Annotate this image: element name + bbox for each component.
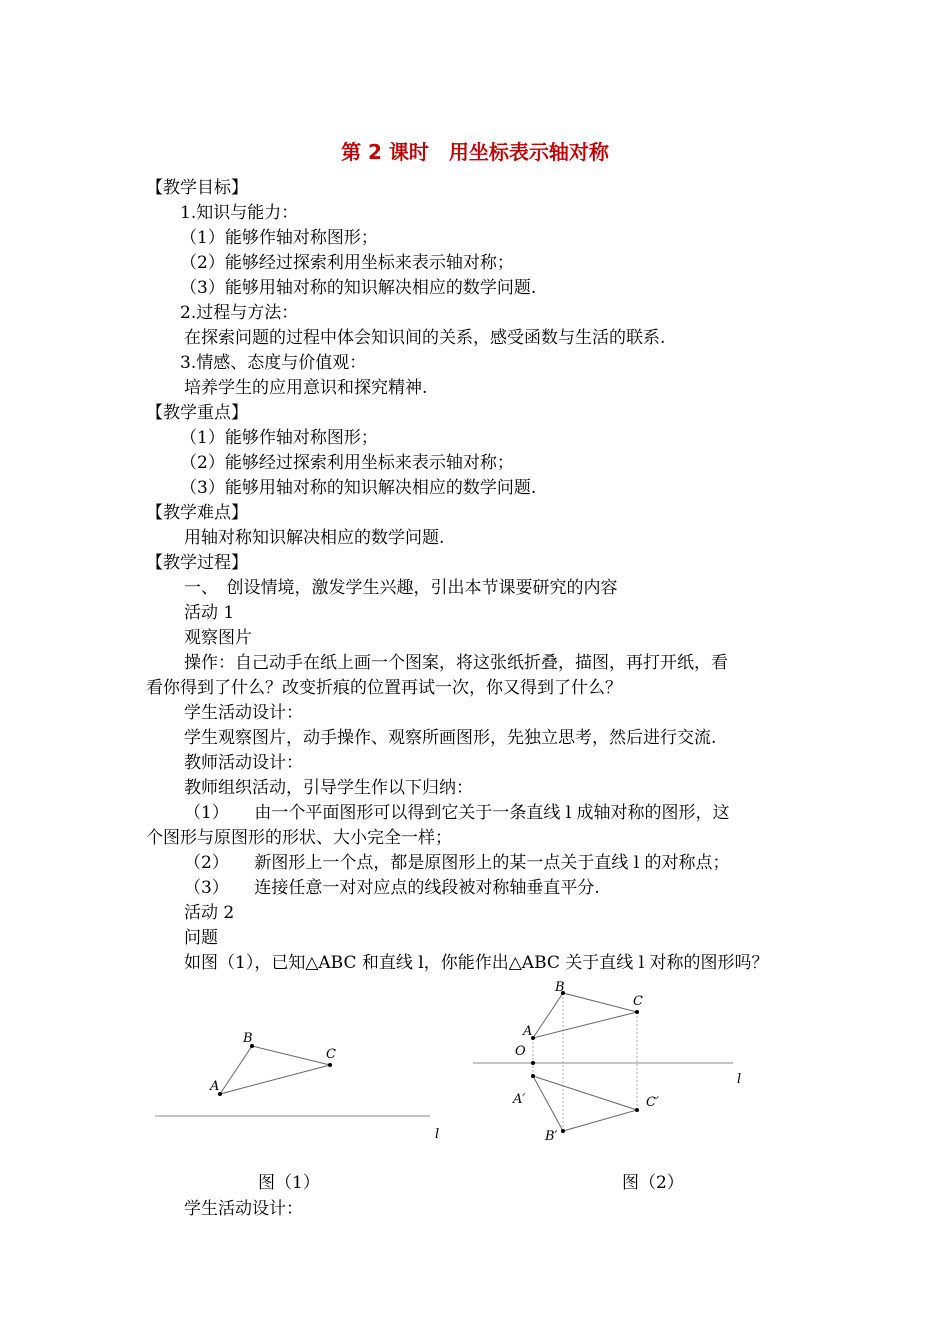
- label-l: l: [435, 1127, 440, 1142]
- point-1-line-1: （1） 由一个平面图形可以得到它关于一条直线 l 成轴对称的图形，这: [184, 803, 730, 823]
- point-1-line-2: 个图形与原图形的形状、大小完全一样；: [146, 828, 452, 848]
- label-o: O: [515, 1044, 526, 1059]
- figure-1-caption: 图（1）: [258, 1173, 320, 1193]
- objective-2: 2.过程与方法：: [180, 303, 299, 323]
- activity-1: 活动 1: [184, 603, 235, 623]
- operation-line-1: 操作：自己动手在纸上画一个图案，将这张纸折叠，描图，再打开纸，看: [184, 653, 728, 673]
- label-b: B: [555, 980, 565, 995]
- page-title: 第 2 课时 用坐标表示轴对称: [341, 140, 609, 164]
- activity-2: 活动 2: [184, 903, 235, 923]
- label-a: A: [523, 1024, 533, 1039]
- label-c: C: [326, 1047, 336, 1062]
- student-design-2: 学生活动设计：: [184, 1199, 303, 1219]
- label-c: C: [633, 994, 643, 1009]
- observe-label: 观察图片: [184, 628, 252, 648]
- triangle-abc: [220, 1046, 330, 1094]
- point-c1: [635, 1108, 639, 1112]
- point-3: （3） 连接任意一对对应点的线段被对称轴垂直平分.: [184, 878, 600, 898]
- key-point-b: （2）能够经过探索利用坐标来表示轴对称；: [180, 453, 514, 473]
- objective-1c: （3）能够用轴对称的知识解决相应的数学问题.: [180, 278, 537, 298]
- objective-3-text: 培养学生的应用意识和探究精神.: [184, 378, 428, 398]
- label-b1: B′: [545, 1129, 558, 1144]
- objective-1: 1.知识与能力：: [180, 203, 299, 223]
- label-c1: C′: [646, 1095, 659, 1110]
- student-text: 学生观察图片，动手操作、观察所画图形，先独立思考，然后进行交流.: [184, 728, 717, 748]
- objective-3: 3.情感、态度与价值观：: [180, 353, 367, 373]
- point-c: [635, 1010, 639, 1014]
- point-c: [328, 1063, 332, 1067]
- label-b: B: [243, 1031, 253, 1046]
- key-points-heading: 【教学重点】: [146, 403, 248, 423]
- objective-2-text: 在探索问题的过程中体会知识间的关系，感受函数与生活的联系.: [184, 328, 666, 348]
- figure-2-caption: 图（2）: [622, 1173, 684, 1193]
- point-a1: [531, 1074, 535, 1078]
- teacher-text: 教师组织活动，引导学生作以下归纳：: [184, 778, 473, 798]
- student-design: 学生活动设计：: [184, 703, 303, 723]
- section-1: 一、 创设情境，激发学生兴趣，引出本节课要研究的内容: [184, 578, 618, 598]
- difficulty-text: 用轴对称知识解决相应的数学问题.: [184, 528, 445, 548]
- label-a: A: [210, 1079, 220, 1094]
- difficulty-heading: 【教学难点】: [146, 503, 248, 523]
- objectives-heading: 【教学目标】: [146, 178, 248, 198]
- point-o: [531, 1061, 535, 1065]
- objective-1b: （2）能够经过探索利用坐标来表示轴对称；: [180, 253, 514, 273]
- teacher-design: 教师活动设计：: [184, 753, 303, 773]
- triangle-a1b1c1: [533, 1076, 637, 1131]
- point-b1: [561, 1129, 565, 1133]
- question-label: 问题: [184, 928, 218, 948]
- key-point-c: （3）能够用轴对称的知识解决相应的数学问题.: [180, 478, 537, 498]
- question-text: 如图（1），已知△ABC 和直线 l，你能作出△ABC 关于直线 l 对称的图形吗？: [184, 953, 769, 973]
- figure-1: [140, 1020, 460, 1150]
- process-heading: 【教学过程】: [146, 553, 248, 573]
- label-l: l: [737, 1072, 742, 1087]
- label-a1: A′: [513, 1092, 526, 1107]
- triangle-abc: [533, 993, 637, 1038]
- point-2: （2） 新图形上一个点，都是原图形上的某一点关于直线 l 的对称点；: [184, 853, 730, 873]
- objective-1a: （1）能够作轴对称图形；: [180, 228, 378, 248]
- operation-line-2: 看你得到了什么？改变折痕的位置再试一次，你又得到了什么？: [146, 678, 622, 698]
- key-point-a: （1）能够作轴对称图形；: [180, 428, 378, 448]
- figure-2: [465, 975, 765, 1150]
